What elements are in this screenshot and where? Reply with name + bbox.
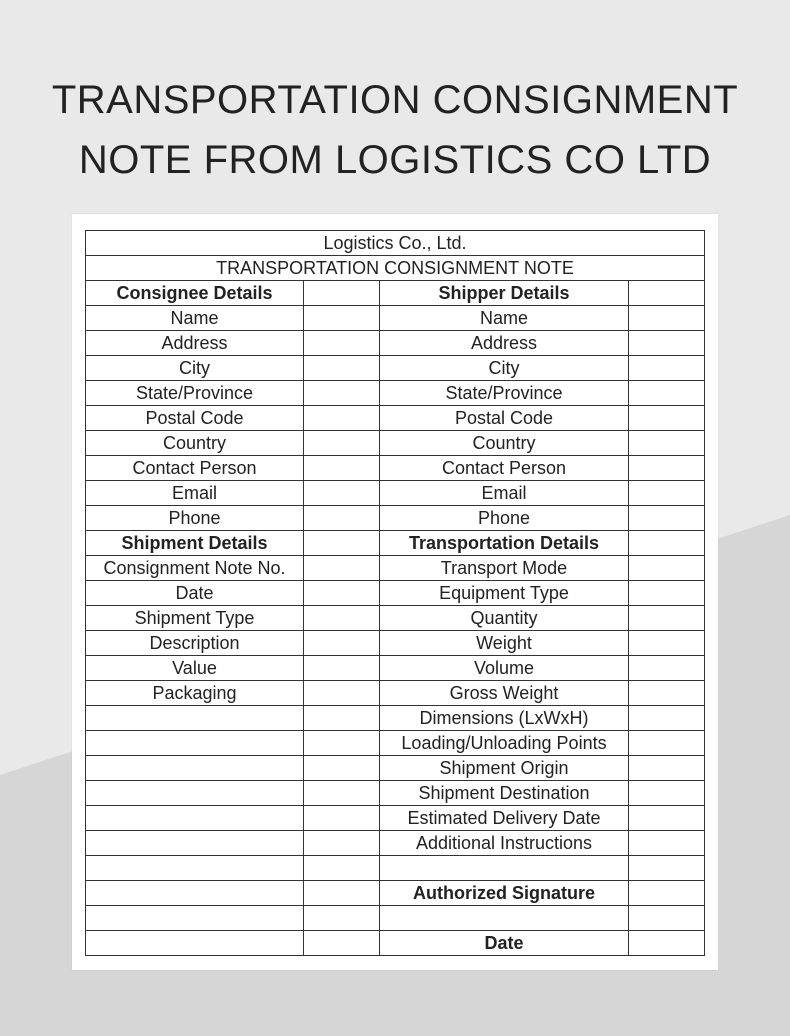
left-field-label: City — [86, 356, 304, 381]
form-row — [86, 656, 705, 681]
form-row — [86, 731, 705, 756]
left-field-label — [86, 781, 304, 806]
left-field-value-cell[interactable] — [304, 931, 380, 956]
right-field-value-cell[interactable] — [629, 756, 705, 781]
left-field-label: State/Province — [86, 381, 304, 406]
right-field-label: Dimensions (LxWxH) — [380, 706, 629, 731]
right-field-value-cell[interactable] — [629, 581, 705, 606]
company-row — [86, 231, 705, 256]
right-field-label: Equipment Type — [380, 581, 629, 606]
left-field-value-cell[interactable] — [304, 531, 380, 556]
document-title-row — [86, 256, 705, 281]
right-field-value-cell[interactable] — [629, 456, 705, 481]
right-field-value-cell[interactable] — [629, 356, 705, 381]
right-field-value-cell[interactable] — [629, 531, 705, 556]
right-field-value-cell[interactable] — [629, 556, 705, 581]
right-field-label: Email — [380, 481, 629, 506]
left-field-label: Contact Person — [86, 456, 304, 481]
form-row — [86, 681, 705, 706]
right-field-value-cell[interactable] — [629, 656, 705, 681]
form-row — [86, 306, 705, 331]
right-field-label: Postal Code — [380, 406, 629, 431]
left-field-label: Address — [86, 331, 304, 356]
page-title-line-2: NOTE FROM LOGISTICS CO LTD — [78, 138, 712, 182]
left-field-label — [86, 831, 304, 856]
form-row — [86, 406, 705, 431]
form-row — [86, 356, 705, 381]
right-field-label — [380, 906, 629, 931]
form-row — [86, 856, 705, 881]
left-field-label: Packaging — [86, 681, 304, 706]
left-field-value-cell[interactable] — [304, 806, 380, 831]
right-field-label: Shipment Destination — [380, 781, 629, 806]
right-field-label: Gross Weight — [380, 681, 629, 706]
form-row — [86, 706, 705, 731]
left-field-label: Description — [86, 631, 304, 656]
form-row — [86, 781, 705, 806]
left-field-label: Name — [86, 306, 304, 331]
form-row — [86, 831, 705, 856]
right-field-label: Transport Mode — [380, 556, 629, 581]
page-title — [0, 70, 790, 190]
form-row — [86, 906, 705, 931]
left-field-value-cell[interactable] — [304, 606, 380, 631]
left-field-value-cell[interactable] — [304, 906, 380, 931]
left-field-label: Country — [86, 431, 304, 456]
right-field-label: Volume — [380, 656, 629, 681]
left-field-label: Date — [86, 581, 304, 606]
right-field-label: Weight — [380, 631, 629, 656]
right-field-label: Name — [380, 306, 629, 331]
left-field-label — [86, 856, 304, 881]
page-title-line-1: TRANSPORTATION CONSIGNMENT — [51, 78, 739, 122]
form-row — [86, 506, 705, 531]
right-field-label: Shipment Origin — [380, 756, 629, 781]
form-row — [86, 606, 705, 631]
right-field-value-cell[interactable] — [629, 831, 705, 856]
right-field-label: Transportation Details — [380, 531, 629, 556]
left-field-value-cell[interactable] — [304, 656, 380, 681]
right-field-value-cell[interactable] — [629, 606, 705, 631]
left-field-value-cell[interactable] — [304, 881, 380, 906]
form-row — [86, 806, 705, 831]
left-field-label — [86, 731, 304, 756]
right-field-value-cell[interactable] — [629, 906, 705, 931]
left-field-value-cell[interactable] — [304, 431, 380, 456]
right-field-value-cell[interactable] — [629, 806, 705, 831]
right-field-value-cell[interactable] — [629, 881, 705, 906]
left-field-label — [86, 706, 304, 731]
left-field-value-cell[interactable] — [304, 331, 380, 356]
form-row — [86, 381, 705, 406]
right-field-value-cell[interactable] — [629, 281, 705, 306]
left-field-value-cell[interactable] — [304, 306, 380, 331]
left-field-value-cell[interactable] — [304, 381, 380, 406]
form-row — [86, 756, 705, 781]
right-field-value-cell[interactable] — [629, 681, 705, 706]
right-field-label: Quantity — [380, 606, 629, 631]
left-field-value-cell[interactable] — [304, 831, 380, 856]
form-row — [86, 481, 705, 506]
left-field-label: Consignment Note No. — [86, 556, 304, 581]
left-field-label: Value — [86, 656, 304, 681]
form-row — [86, 631, 705, 656]
right-field-label: Additional Instructions — [380, 831, 629, 856]
consignment-note-sheet — [72, 214, 718, 970]
right-field-value-cell[interactable] — [629, 731, 705, 756]
left-field-value-cell[interactable] — [304, 731, 380, 756]
right-field-value-cell[interactable] — [629, 406, 705, 431]
left-field-label: Shipment Details — [86, 531, 304, 556]
left-field-value-cell[interactable] — [304, 706, 380, 731]
right-field-label: City — [380, 356, 629, 381]
left-field-value-cell[interactable] — [304, 356, 380, 381]
left-field-value-cell[interactable] — [304, 756, 380, 781]
right-field-value-cell[interactable] — [629, 481, 705, 506]
right-field-label: Date — [380, 931, 629, 956]
left-field-label — [86, 806, 304, 831]
left-field-value-cell[interactable] — [304, 281, 380, 306]
right-field-label: Phone — [380, 506, 629, 531]
left-field-value-cell[interactable] — [304, 406, 380, 431]
right-field-value-cell[interactable] — [629, 381, 705, 406]
form-row — [86, 456, 705, 481]
form-row — [86, 581, 705, 606]
right-field-value-cell[interactable] — [629, 706, 705, 731]
form-row — [86, 931, 705, 956]
left-field-label: Phone — [86, 506, 304, 531]
form-row — [86, 556, 705, 581]
right-field-label: State/Province — [380, 381, 629, 406]
left-field-value-cell[interactable] — [304, 856, 380, 881]
left-field-label — [86, 756, 304, 781]
left-field-label — [86, 906, 304, 931]
right-field-value-cell[interactable] — [629, 306, 705, 331]
left-field-value-cell[interactable] — [304, 456, 380, 481]
left-field-label: Shipment Type — [86, 606, 304, 631]
left-field-value-cell[interactable] — [304, 506, 380, 531]
right-field-label: Contact Person — [380, 456, 629, 481]
left-field-value-cell[interactable] — [304, 681, 380, 706]
right-field-label — [380, 856, 629, 881]
left-field-value-cell[interactable] — [304, 481, 380, 506]
left-field-label — [86, 931, 304, 956]
right-field-label: Address — [380, 331, 629, 356]
document-title: TRANSPORTATION CONSIGNMENT NOTE — [86, 256, 705, 281]
right-field-label: Estimated Delivery Date — [380, 806, 629, 831]
left-field-value-cell[interactable] — [304, 556, 380, 581]
form-row — [86, 331, 705, 356]
form-row — [86, 431, 705, 456]
form-row — [86, 281, 705, 306]
right-field-label: Shipper Details — [380, 281, 629, 306]
right-field-label: Authorized Signature — [380, 881, 629, 906]
left-field-value-cell[interactable] — [304, 631, 380, 656]
right-field-label: Loading/Unloading Points — [380, 731, 629, 756]
left-field-label: Postal Code — [86, 406, 304, 431]
company-name: Logistics Co., Ltd. — [86, 231, 705, 256]
right-field-label: Country — [380, 431, 629, 456]
right-field-value-cell[interactable] — [629, 506, 705, 531]
left-field-value-cell[interactable] — [304, 581, 380, 606]
left-field-value-cell[interactable] — [304, 781, 380, 806]
right-field-value-cell[interactable] — [629, 431, 705, 456]
left-field-label: Email — [86, 481, 304, 506]
right-field-value-cell[interactable] — [629, 856, 705, 881]
left-field-label — [86, 881, 304, 906]
right-field-value-cell[interactable] — [629, 931, 705, 956]
right-field-value-cell[interactable] — [629, 331, 705, 356]
left-field-label: Consignee Details — [86, 281, 304, 306]
consignment-form-table — [85, 230, 705, 956]
right-field-value-cell[interactable] — [629, 631, 705, 656]
form-row — [86, 531, 705, 556]
form-row — [86, 881, 705, 906]
right-field-value-cell[interactable] — [629, 781, 705, 806]
